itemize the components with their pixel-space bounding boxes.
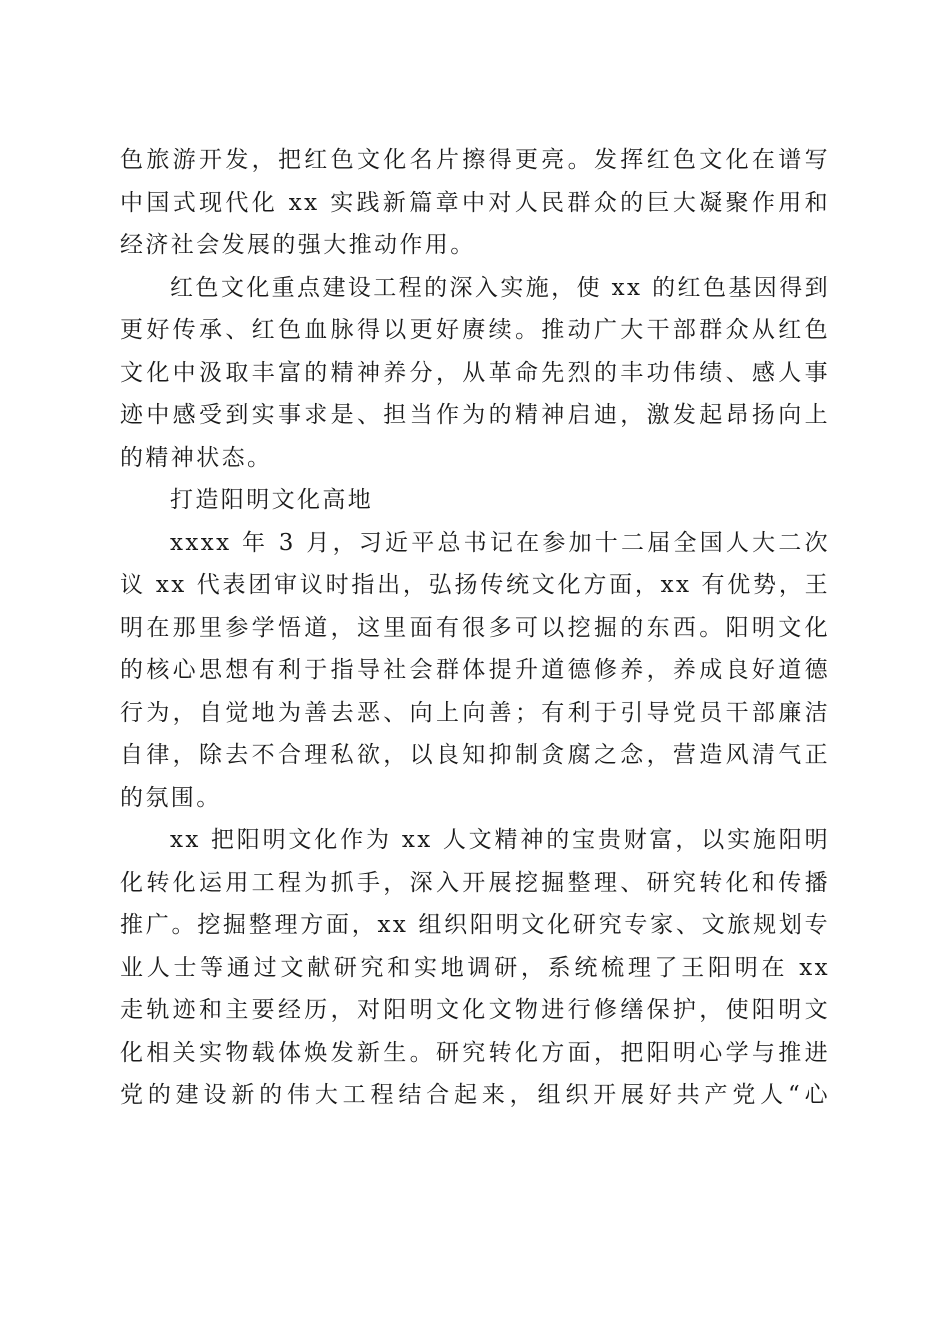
text-line: 经济社会发展的强大推动作用。: [120, 232, 476, 258]
text-line: 明在那里参学悟道，这里面有很多可以挖掘的东西。阳明文化: [120, 614, 830, 641]
text-line: 的核心思想有利于指导社会群体提升道德修养，养成良好道德: [120, 657, 830, 683]
text-line: 党的建设新的伟大工程结合起来，组织开展好共产党人“心: [120, 1082, 830, 1108]
document-body: [120, 139, 830, 1117]
text-line: 化转化运用工程为抓手，深入开展挖掘整理、研究转化和传播: [120, 869, 830, 896]
text-line: 文化中汲取丰富的精神养分，从革命先烈的丰功伟绩、感人事: [120, 359, 830, 386]
text-line: xx 把阳明文化作为 xx 人文精神的宝贵财富，以实施阳明: [170, 827, 830, 853]
text-line: 色旅游开发，把红色文化名片擦得更亮。发挥红色文化在谱写: [120, 147, 830, 173]
text-line: 迹中感受到实事求是、担当作为的精神启迪，激发起昂扬向上: [120, 402, 830, 428]
text-line: 的精神状态。: [120, 444, 273, 471]
text-line: 业人士等通过文献研究和实地调研，系统梳理了王阳明在 xx: [120, 954, 830, 981]
text-line: 的氛围。: [120, 784, 222, 811]
text-line: 更好传承、红色血脉得以更好赓续。推动广大干部群众从红色: [120, 317, 830, 343]
text-line: 自律，除去不合理私欲，以良知抑制贪腐之念，营造风清气正: [120, 742, 830, 768]
text-line: 化相关实物载体焕发新生。研究转化方面，把阳明心学与推进: [120, 1039, 830, 1066]
text-line: 行为，自觉地为善去恶、向上向善；有利于引导党员干部廉洁: [120, 699, 830, 726]
text-line: 推广。挖掘整理方面，xx 组织阳明文化研究专家、文旅规划专: [120, 912, 830, 938]
text-line: 红色文化重点建设工程的深入实施，使 xx 的红色基因得到: [170, 274, 830, 301]
text-line: 中国式现代化 xx 实践新篇章中对人民群众的巨大凝聚作用和: [120, 189, 830, 216]
text-line: 议 xx 代表团审议时指出，弘扬传统文化方面，xx 有优势，王: [120, 572, 830, 598]
text-line: 走轨迹和主要经历，对阳明文化文物进行修缮保护，使阳明文: [120, 997, 830, 1023]
text-line: xxxx 年 3 月，习近平总书记在参加十二届全国人大二次: [170, 529, 830, 556]
text-line: 打造阳明文化高地: [170, 487, 374, 513]
